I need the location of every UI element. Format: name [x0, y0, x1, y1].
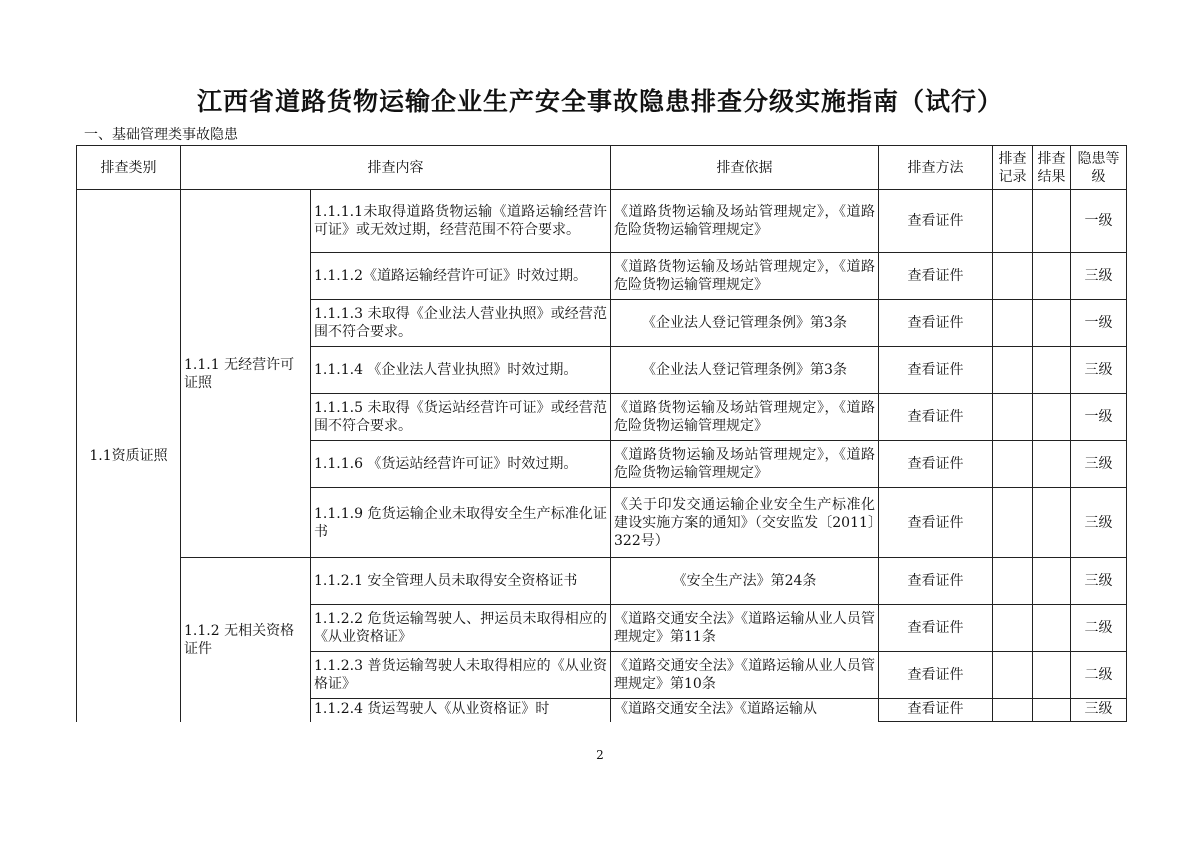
record-cell [993, 558, 1033, 605]
method-cell: 查看证件 [879, 253, 993, 300]
result-cell [1033, 190, 1071, 253]
document-title: 江西省道路货物运输企业生产安全事故隐患排查分级实施指南（试行） [196, 87, 1003, 116]
hazard-table [76, 145, 1127, 722]
result-cell [1033, 441, 1071, 488]
table-row [77, 558, 1127, 605]
item-cell: 1.1.2.2 危货运输驾驶人、押运员未取得相应的《从业资格证》 [311, 605, 611, 652]
subcategory-cell: 1.1.1 无经营许可证照 [181, 190, 311, 558]
method-cell: 查看证件 [879, 441, 993, 488]
item-cell: 1.1.1.3 未取得《企业法人营业执照》或经营范围不符合要求。 [311, 300, 611, 347]
record-cell [993, 253, 1033, 300]
basis-cell: 《道路交通安全法》《道路运输从业人员管理规定》第11条 [611, 605, 879, 652]
method-cell: 查看证件 [879, 652, 993, 699]
record-cell [993, 300, 1033, 347]
method-cell: 查看证件 [879, 190, 993, 253]
method-cell: 查看证件 [879, 699, 993, 722]
result-cell [1033, 347, 1071, 394]
header-result: 排查结果 [1033, 146, 1071, 190]
item-cell: 1.1.1.4 《企业法人营业执照》时效过期。 [311, 347, 611, 394]
item-cell: 1.1.2.4 货运驾驶人《从业资格证》时 [311, 699, 611, 722]
result-cell [1033, 699, 1071, 722]
method-cell: 查看证件 [879, 558, 993, 605]
header-category: 排查类别 [77, 146, 181, 190]
table-row [77, 190, 1127, 253]
basis-cell: 《道路货物运输及场站管理规定》，《道路危险货物运输管理规定》 [611, 253, 879, 300]
method-cell: 查看证件 [879, 605, 993, 652]
record-cell [993, 394, 1033, 441]
header-level: 隐患等级 [1071, 146, 1127, 190]
method-cell: 查看证件 [879, 488, 993, 558]
result-cell [1033, 558, 1071, 605]
basis-cell: 《道路货物运输及场站管理规定》，《道路危险货物运输管理规定》 [611, 190, 879, 253]
level-cell: 一级 [1071, 394, 1127, 441]
level-cell: 三级 [1071, 488, 1127, 558]
result-cell [1033, 652, 1071, 699]
item-cell: 1.1.1.1未取得道路货物运输《道路运输经营许可证》或无效过期，经营范围不符合要求。 [311, 190, 611, 253]
item-cell: 1.1.2.1 安全管理人员未取得安全资格证书 [311, 558, 611, 605]
method-cell: 查看证件 [879, 300, 993, 347]
record-cell [993, 699, 1033, 722]
level-cell: 三级 [1071, 699, 1127, 722]
header-method: 排查方法 [879, 146, 993, 190]
basis-cell: 《安全生产法》第24条 [611, 558, 879, 605]
basis-cell: 《企业法人登记管理条例》第3条 [611, 347, 879, 394]
record-cell [993, 605, 1033, 652]
level-cell: 二级 [1071, 605, 1127, 652]
section-heading: 一、基础管理类事故隐患 [84, 127, 238, 143]
method-cell: 查看证件 [879, 394, 993, 441]
record-cell [993, 347, 1033, 394]
basis-cell: 《企业法人登记管理条例》第3条 [611, 300, 879, 347]
basis-cell: 《道路交通安全法》《道路运输从 [611, 699, 879, 722]
result-cell [1033, 253, 1071, 300]
item-cell: 1.1.2.3 普货运输驾驶人未取得相应的《从业资格证》 [311, 652, 611, 699]
header-row [77, 146, 1127, 190]
basis-cell: 《道路货物运输及场站管理规定》，《道路危险货物运输管理规定》 [611, 394, 879, 441]
result-cell [1033, 488, 1071, 558]
result-cell [1033, 605, 1071, 652]
level-cell: 三级 [1071, 253, 1127, 300]
header-record: 排查记录 [993, 146, 1033, 190]
subcategory-cell: 1.1.2 无相关资格证件 [181, 558, 311, 722]
method-cell: 查看证件 [879, 347, 993, 394]
basis-cell: 《道路交通安全法》《道路运输从业人员管理规定》第10条 [611, 652, 879, 699]
record-cell [993, 652, 1033, 699]
item-cell: 1.1.1.6 《货运站经营许可证》时效过期。 [311, 441, 611, 488]
category-cell: 1.1资质证照 [77, 190, 181, 722]
basis-cell: 《关于印发交通运输企业安全生产标准化建设实施方案的通知》（交安监发〔2011〕322号） [611, 488, 879, 558]
header-basis: 排查依据 [611, 146, 879, 190]
record-cell [993, 441, 1033, 488]
item-cell: 1.1.1.5 未取得《货运站经营许可证》或经营范围不符合要求。 [311, 394, 611, 441]
page-number: 2 [596, 748, 604, 762]
level-cell: 三级 [1071, 441, 1127, 488]
result-cell [1033, 300, 1071, 347]
level-cell: 一级 [1071, 300, 1127, 347]
level-cell: 一级 [1071, 190, 1127, 253]
record-cell [993, 488, 1033, 558]
level-cell: 三级 [1071, 347, 1127, 394]
level-cell: 二级 [1071, 652, 1127, 699]
result-cell [1033, 394, 1071, 441]
basis-cell: 《道路货物运输及场站管理规定》，《道路危险货物运输管理规定》 [611, 441, 879, 488]
header-content: 排查内容 [181, 146, 611, 190]
item-cell: 1.1.1.2《道路运输经营许可证》时效过期。 [311, 253, 611, 300]
level-cell: 三级 [1071, 558, 1127, 605]
item-cell: 1.1.1.9 危货运输企业未取得安全生产标准化证书 [311, 488, 611, 558]
record-cell [993, 190, 1033, 253]
